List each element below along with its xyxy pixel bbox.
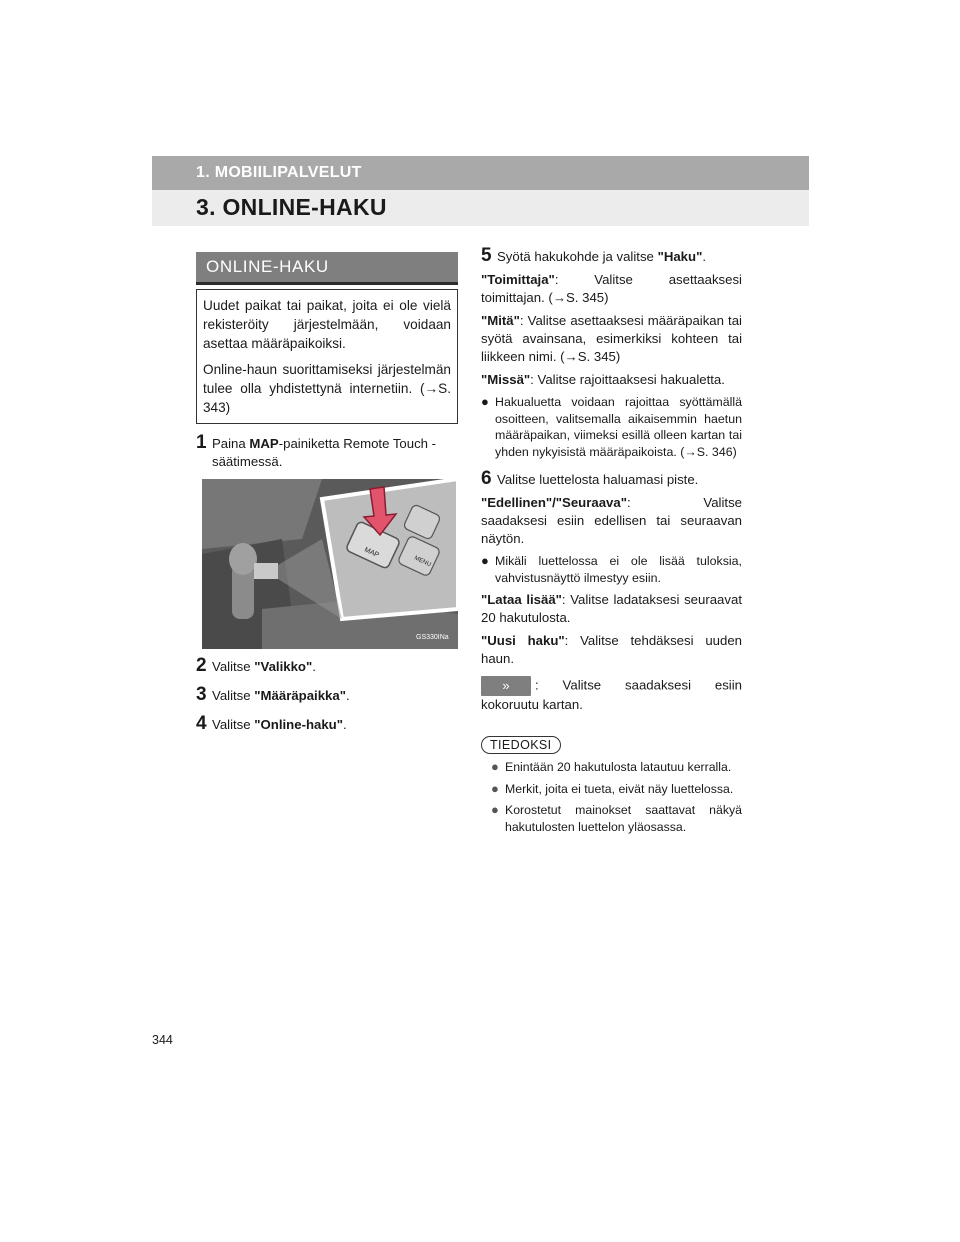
option-edellinen-seuraava: "Edellinen"/"Seuraava": Valitse saadaksesi esiin edellisen tai seuraavan näytön.	[481, 495, 742, 546]
bullet-icon: ●	[481, 553, 489, 568]
step-text: Valitse luettelosta haluamasi piste.	[497, 472, 699, 487]
bullet-icon: ●	[491, 759, 499, 774]
step-1	[196, 434, 458, 471]
step-2	[196, 657, 458, 676]
step-6	[481, 470, 742, 489]
bullet-item: ● Mikäli luettelossa ei ole lisää tuloksia, vahvistusnäyttö ilmestyy esiin.	[481, 553, 742, 585]
option-expand-map: » : Valitse saadaksesi esiin kokoruutu kartan.	[481, 677, 742, 712]
step-number: 1	[196, 432, 207, 453]
section-heading: ONLINE-HAKU	[196, 252, 458, 285]
remote-touch-photo	[202, 479, 458, 649]
step-number: 2	[196, 655, 207, 676]
intro-box	[196, 289, 458, 424]
step-3	[196, 686, 458, 705]
section-header-bar	[152, 156, 809, 190]
option-missa: "Missä": Valitse rajoittaaksesi hakualetta.	[481, 372, 725, 387]
note-item: ● Merkit, joita ei tueta, eivät näy luettelossa.	[491, 780, 734, 796]
chapter-title: 3. ONLINE-HAKU	[196, 194, 387, 220]
step-number: 3	[196, 684, 207, 705]
bullet-item: ● Hakualuetta voidaan rajoittaa syöttämällä osoitteen, valitsemalla aikaisemmin haetun määräpaikan, viimeksi esillä olleen kartan tai yhden nykyisistä määräpaikoista. (→S. 346)	[481, 394, 742, 459]
bullet-icon: ●	[491, 802, 499, 817]
note-body	[491, 759, 742, 835]
option-lataa-lisaa: "Lataa lisää": Valitse ladataksesi seuraavat 20 hakutulosta.	[481, 592, 742, 625]
step-number: 6	[481, 468, 492, 489]
step-5	[481, 247, 742, 266]
step-number: 4	[196, 713, 207, 734]
note-item: ● Korostetut mainokset saattavat näkyä hakutulosten luettelon yläosassa.	[491, 802, 742, 834]
menu-button-label: MENU	[413, 555, 432, 569]
option-toimittaja: "Toimittaja": Valitse asettaaksesi toimittajan. (→S. 345)	[481, 272, 742, 305]
step-text: Valitse "Online-haku".	[212, 717, 347, 732]
step-4	[196, 715, 458, 734]
right-column	[481, 247, 742, 835]
section-label: 1. MOBIILIPALVELUT	[196, 164, 362, 181]
note-label: TIEDOKSI	[481, 736, 561, 754]
figure-code: GS330INa	[416, 634, 449, 641]
step-text: Paina MAP-painiketta Remote Touch -säätimessä.	[212, 436, 437, 469]
bullet-icon: ●	[481, 394, 489, 409]
map-button-label: MAP	[363, 546, 380, 560]
left-column	[196, 252, 458, 734]
intro-paragraph: Uudet paikat tai paikat, joita ei ole vielä rekisteröity järjestelmään, voidaan asettaa määräpaikoiksi.	[203, 298, 451, 351]
step-text: Valitse "Määräpaikka".	[212, 688, 350, 703]
option-mita: "Mitä": Valitse asettaaksesi määräpaikan tai syötä avainsana, esimerkiksi kohteen tai liikkeen nimi. (→S. 345)	[481, 313, 742, 364]
step-text: Valitse "Valikko".	[212, 659, 316, 674]
note-item: ● Enintään 20 hakutulosta latautuu kerralla.	[491, 759, 732, 774]
chapter-title-bar	[152, 190, 809, 226]
bullet-icon: ●	[491, 780, 499, 796]
intro-paragraph: Online-haun suorittamiseksi järjestelmän tulee olla yhdistettynä internetiin. (→S. 343)	[203, 362, 451, 415]
expand-map-icon: »	[481, 676, 531, 696]
step-number: 5	[481, 245, 492, 266]
option-uusi-haku: "Uusi haku": Valitse tehdäksesi uuden haun.	[481, 633, 742, 666]
step-text: Syötä hakukohde ja valitse "Haku".	[497, 249, 706, 264]
page-number: 344	[152, 1033, 173, 1047]
